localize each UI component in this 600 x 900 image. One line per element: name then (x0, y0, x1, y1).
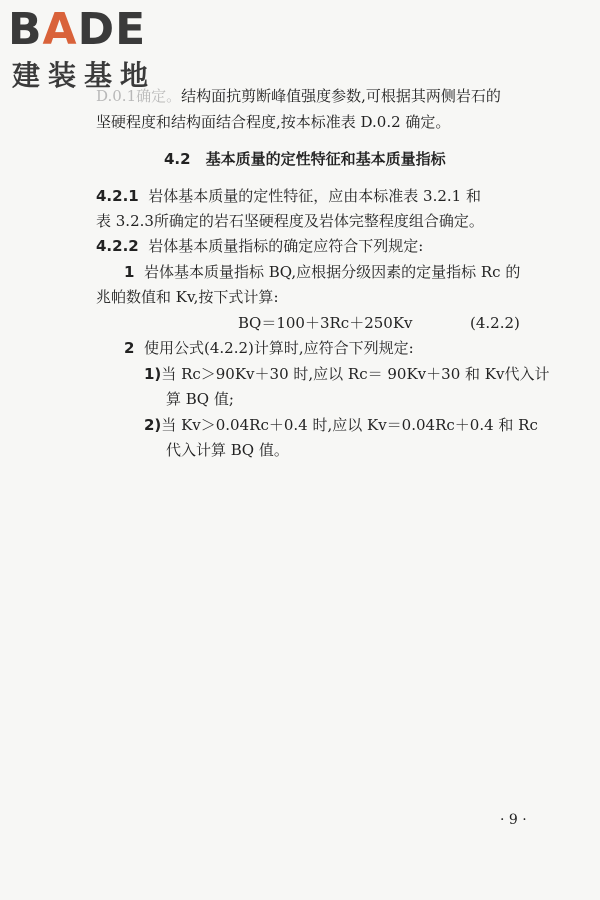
logo-chinese: 建装基地 (12, 59, 157, 92)
page-number: · 9 · (500, 812, 527, 828)
text-line: 算 BQ 值; (166, 390, 234, 408)
clause-4-2-1: 4.2.1 岩体基本质量的定性特征，应由本标准表 3.2.1 和 (96, 187, 481, 205)
logo-wordmark: BADE (8, 4, 147, 55)
text-line: 坚硬程度和结构面结合程度,按本标准表 D.0.2 确定。 (96, 113, 451, 131)
subitem-2: 2)当 Kv＞0.04Rc＋0.4 时,应以 Kv＝0.04Rc＋0.4 和 Rc (144, 416, 538, 434)
formula: BQ＝100＋3Rc＋250Kv (238, 314, 413, 332)
watermark-logo (8, 4, 178, 94)
text-line: 代入计算 BQ 值。 (166, 441, 289, 459)
item-2: 2 使用公式(4.2.2)计算时,应符合下列规定: (124, 339, 414, 357)
item-1: 1 岩体基本质量指标 BQ,应根据分级因素的定量指标 Rc 的 (124, 263, 521, 281)
text-line: D.0.1确定。结构面抗剪断峰值强度参数,可根据其两侧岩石的 (96, 87, 501, 105)
subitem-1: 1)当 Rc＞90Kv＋30 时,应以 Rc＝ 90Kv＋30 和 Kv代入计 (144, 365, 550, 383)
clause-4-2-2: 4.2.2 岩体基本质量指标的确定应符合下列规定: (96, 237, 424, 255)
text-line: 兆帕数值和 Kv,按下式计算: (96, 288, 279, 306)
text-line: 表 3.2.3所确定的岩石坚硬程度及岩体完整程度组合确定。 (96, 212, 484, 230)
section-heading: 4.2 基本质量的定性特征和基本质量指标 (164, 150, 446, 168)
formula-number: (4.2.2) (470, 314, 520, 332)
